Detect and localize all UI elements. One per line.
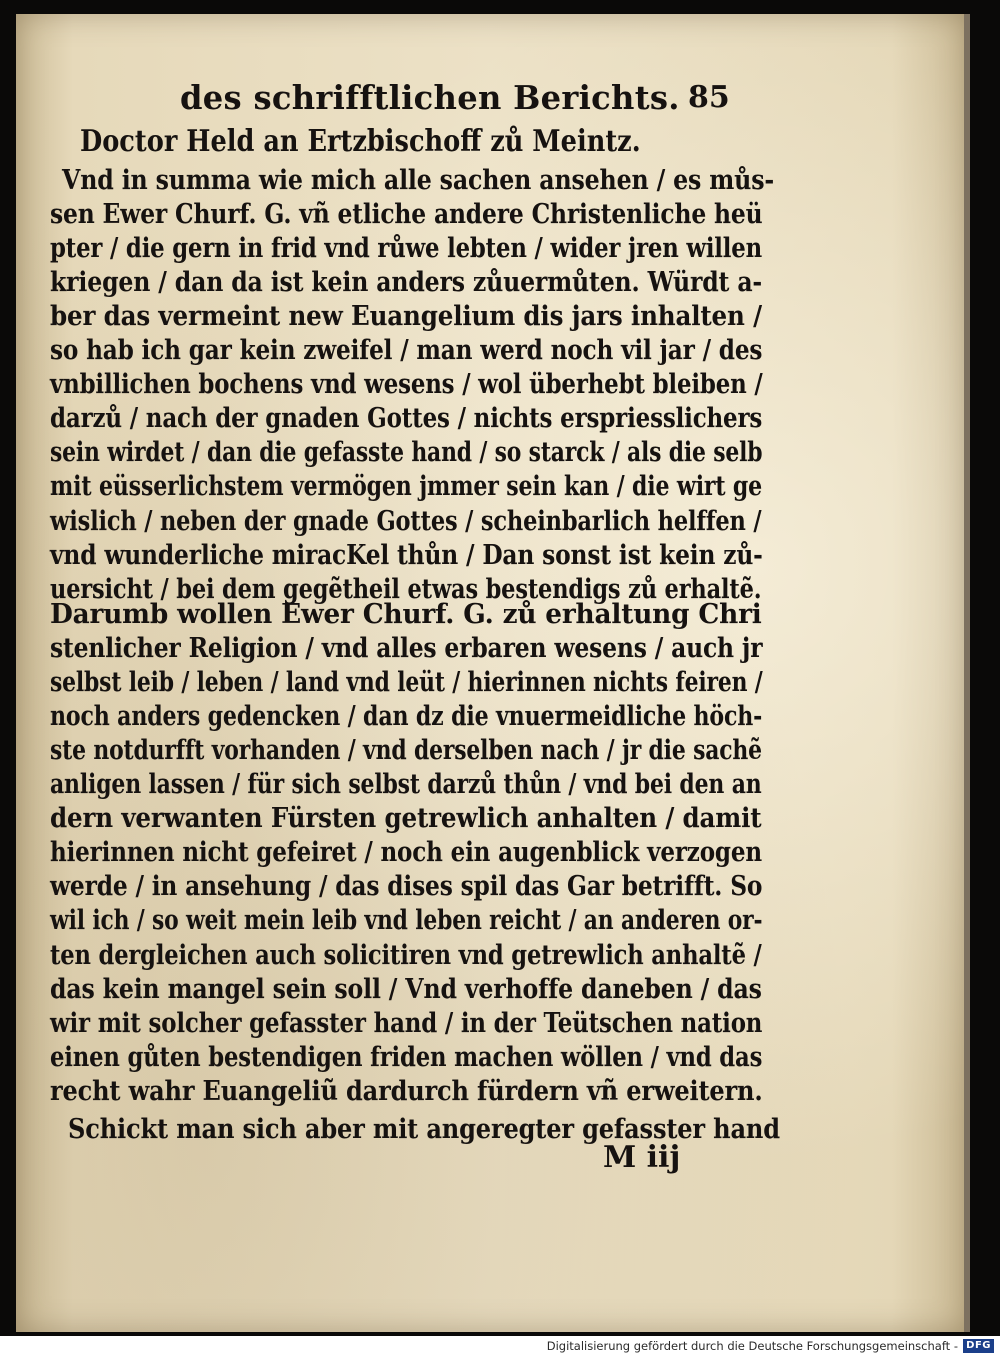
text-line: uersicht / bei dem gegẽtheil etwas bestendigs zů erhaltẽ. xyxy=(50,572,762,605)
text-line: mit eüsserlichstem vermögen jmmer sein kan / die wirt ge xyxy=(50,470,763,503)
section-subtitle: Doctor Held an Ertzbischoff zů Meintz. xyxy=(80,124,641,159)
text-line: pter / die gern in frid vnd růwe lebten / wider jren willen xyxy=(50,232,762,265)
funding-credit: Digitalisierung gefördert durch die Deutsche Forschungsgemeinschaft - xyxy=(546,1339,958,1353)
text-line: wislich / neben der gnade Gottes / scheinbarlich helffen / xyxy=(50,504,762,537)
text-line: hierinnen nicht gefeiret / noch ein augenblick verzogen xyxy=(50,836,762,869)
page-edge xyxy=(964,14,970,1332)
text-line: ber das vermeint new Euangelium dis jars inhalten / xyxy=(50,300,762,333)
text-line: darzů / nach der gnaden Gottes / nichts erspriesslichers xyxy=(50,402,763,435)
text-line: dern verwanten Fürsten getrewlich anhalten / damit xyxy=(50,802,762,835)
signature-mark: M iij xyxy=(603,1140,681,1175)
text-line: Schickt man sich aber mit angeregter gefasster hand xyxy=(68,1113,780,1145)
running-head: des schrifftlichen Berichts. xyxy=(180,78,680,117)
digitization-footer xyxy=(0,1336,1000,1357)
text-line: sein wirdet / dan die gefasste hand / so starck / als die selb xyxy=(50,436,763,469)
text-line: noch anders gedencken / dan dz die vnuermeidliche höch- xyxy=(50,700,763,733)
text-line: vnd wunderliche miracKel thůn / Dan sonst ist kein zů- xyxy=(50,538,763,571)
text-line: so hab ich gar kein zweifel / man werd noch vil jar / des xyxy=(50,334,763,367)
text-line: ten dergleichen auch solicitiren vnd getrewlich anhaltẽ / xyxy=(50,938,762,971)
text-line: das kein mangel sein soll / Vnd verhoffe daneben / das xyxy=(50,972,762,1005)
text-line: selbst leib / leben / land vnd leüt / hierinnen nichts feiren / xyxy=(50,666,763,699)
text-line: vnbillichen bochens vnd wesens / wol überhebt bleiben / xyxy=(50,368,763,401)
text-line: kriegen / dan da ist kein anders zůuermůten. Würdt a- xyxy=(50,266,763,299)
dfg-logo: DFG xyxy=(963,1339,994,1353)
text-line: anligen lassen / für sich selbst darzů thůn / vnd bei den an xyxy=(50,768,762,801)
text-line: ste notdurfft vorhanden / vnd derselben nach / jr die sachẽ xyxy=(50,734,762,767)
text-line: recht wahr Euangeliũ dardurch fürdern vñ erweitern. xyxy=(50,1074,763,1107)
text-line: wir mit solcher gefasster hand / in der Teütschen nation xyxy=(50,1006,763,1039)
text-line: werde / in ansehung / das dises spil das Gar betrifft. So xyxy=(50,870,763,903)
text-line: Darumb wollen Ewer Churf. G. zů erhaltung Chri xyxy=(50,598,762,630)
text-line: einen gůten bestendigen friden machen wöllen / vnd das xyxy=(50,1040,763,1073)
text-line: Vnd in summa wie mich alle sachen ansehen / es můs- xyxy=(62,164,775,196)
text-line: stenlicher Religion / vnd alles erbaren wesens / auch jr xyxy=(50,632,763,665)
page-number: 85 xyxy=(688,80,730,115)
text-line: sen Ewer Churf. G. vñ etliche andere Christenliche heü xyxy=(50,198,763,231)
text-line: wil ich / so weit mein leib vnd leben reicht / an anderen or- xyxy=(50,904,763,937)
